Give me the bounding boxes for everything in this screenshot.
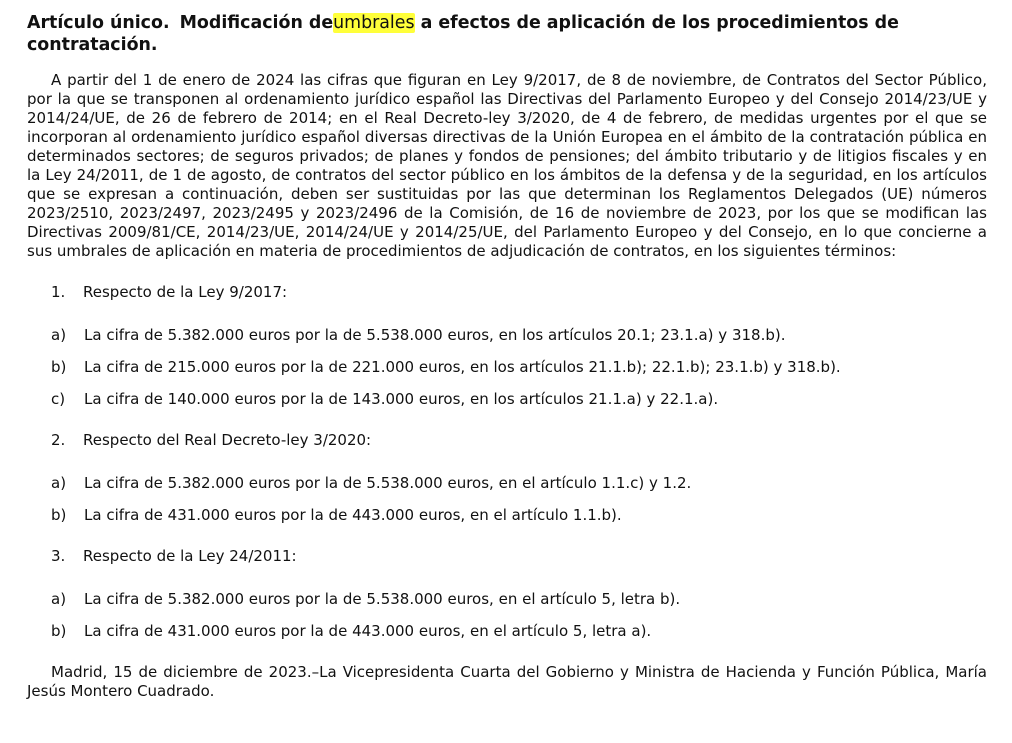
item-text: La cifra de 5.382.000 euros por la de 5.538.000 euros, en el artículo 5, letra b).	[84, 590, 681, 608]
intro-paragraph: A partir del 1 de enero de 2024 las cifras que figuran en Ley 9/2017, de 8 de noviembre, de Contratos del Sector Público, por la que se transponen al ordenamiento jurídico español las Directivas del Parlamento Europeo y del Consejo 2014/23/UE y 2014/24/UE, de 26 de febrero de 2014; en el Real Decreto-ley 3/2020, de 4 de febrero, de medidas urgentes por el que se incorporan al ordenamiento jurídico español diversas directivas de la Unión Europea en el ámbito de la contratación pública en determinados sectores; de seguros privados; de planes y fondos de pensiones; del ámbito tributario y de litigios fiscales y en la Ley 24/2011, de 1 de agosto, de contratos del sector público en los ámbitos de la defensa y de la seguridad, en los artículos que se expresan a continuación, deben ser sustituidas por las que determinan los Reglamentos Delegados (UE) números 2023/2510, 2023/2497, 2023/2495 y 2023/2496 de la Comisión, de 16 de noviembre de 2023, por los que se modifican las Directivas 2009/81/CE, 2014/23/UE, 2014/24/UE y 2014/25/UE, del Parlamento Europeo y del Consejo, en lo que concierne a sus umbrales de aplicación en materia de procedimientos de adjudicación de contratos, en los siguientes términos:	[27, 71, 987, 260]
item-letter: b)	[51, 622, 67, 640]
section-label-text: Respecto de la Ley 24/2011:	[83, 547, 297, 565]
item-letter: b)	[51, 506, 67, 524]
item-text: La cifra de 140.000 euros por la de 143.000 euros, en los artículos 21.1.a) y 22.1.a).	[84, 390, 719, 408]
title-after: a efectos de aplicación de los procedimientos de contratación.	[27, 13, 899, 55]
item-text: La cifra de 5.382.000 euros por la de 5.538.000 euros, en el artículo 1.1.c) y 1.2.	[84, 474, 692, 492]
section-1-label	[51, 283, 987, 302]
list-item	[51, 326, 987, 345]
list-item	[51, 358, 987, 377]
item-letter: a)	[51, 474, 67, 492]
item-letter: c)	[51, 390, 66, 408]
highlighted-term[interactable]: umbrales	[333, 13, 415, 33]
list-item	[51, 506, 987, 525]
section-number: 1.	[51, 283, 66, 301]
title-before: Modificación de	[179, 13, 334, 33]
signature-paragraph: Madrid, 15 de diciembre de 2023.–La Vicepresidenta Cuarta del Gobierno y Ministra de Hacienda y Función Pública, María Jesús Montero Cuadrado.	[27, 663, 987, 700]
section-2-label	[51, 431, 987, 450]
document-page	[27, 12, 987, 701]
article-lead: Artículo único.	[27, 13, 170, 33]
list-item	[51, 474, 987, 493]
section-label-text: Respecto de la Ley 9/2017:	[83, 283, 288, 301]
section-number: 2.	[51, 431, 66, 449]
section-3-label	[51, 547, 987, 566]
section-number: 3.	[51, 547, 66, 565]
list-item	[51, 622, 987, 641]
item-text: La cifra de 215.000 euros por la de 221.000 euros, en los artículos 21.1.b); 22.1.b); 23.1.b) y 318.b).	[84, 358, 841, 376]
list-item	[51, 590, 987, 609]
list-item	[51, 390, 987, 409]
article-title	[27, 12, 987, 56]
item-letter: a)	[51, 590, 67, 608]
item-text: La cifra de 431.000 euros por la de 443.000 euros, en el artículo 5, letra a).	[84, 622, 652, 640]
item-letter: b)	[51, 358, 67, 376]
item-text: La cifra de 5.382.000 euros por la de 5.538.000 euros, en los artículos 20.1; 23.1.a) y 318.b).	[84, 326, 786, 344]
item-text: La cifra de 431.000 euros por la de 443.000 euros, en el artículo 1.1.b).	[84, 506, 622, 524]
item-letter: a)	[51, 326, 67, 344]
section-label-text: Respecto del Real Decreto-ley 3/2020:	[83, 431, 372, 449]
